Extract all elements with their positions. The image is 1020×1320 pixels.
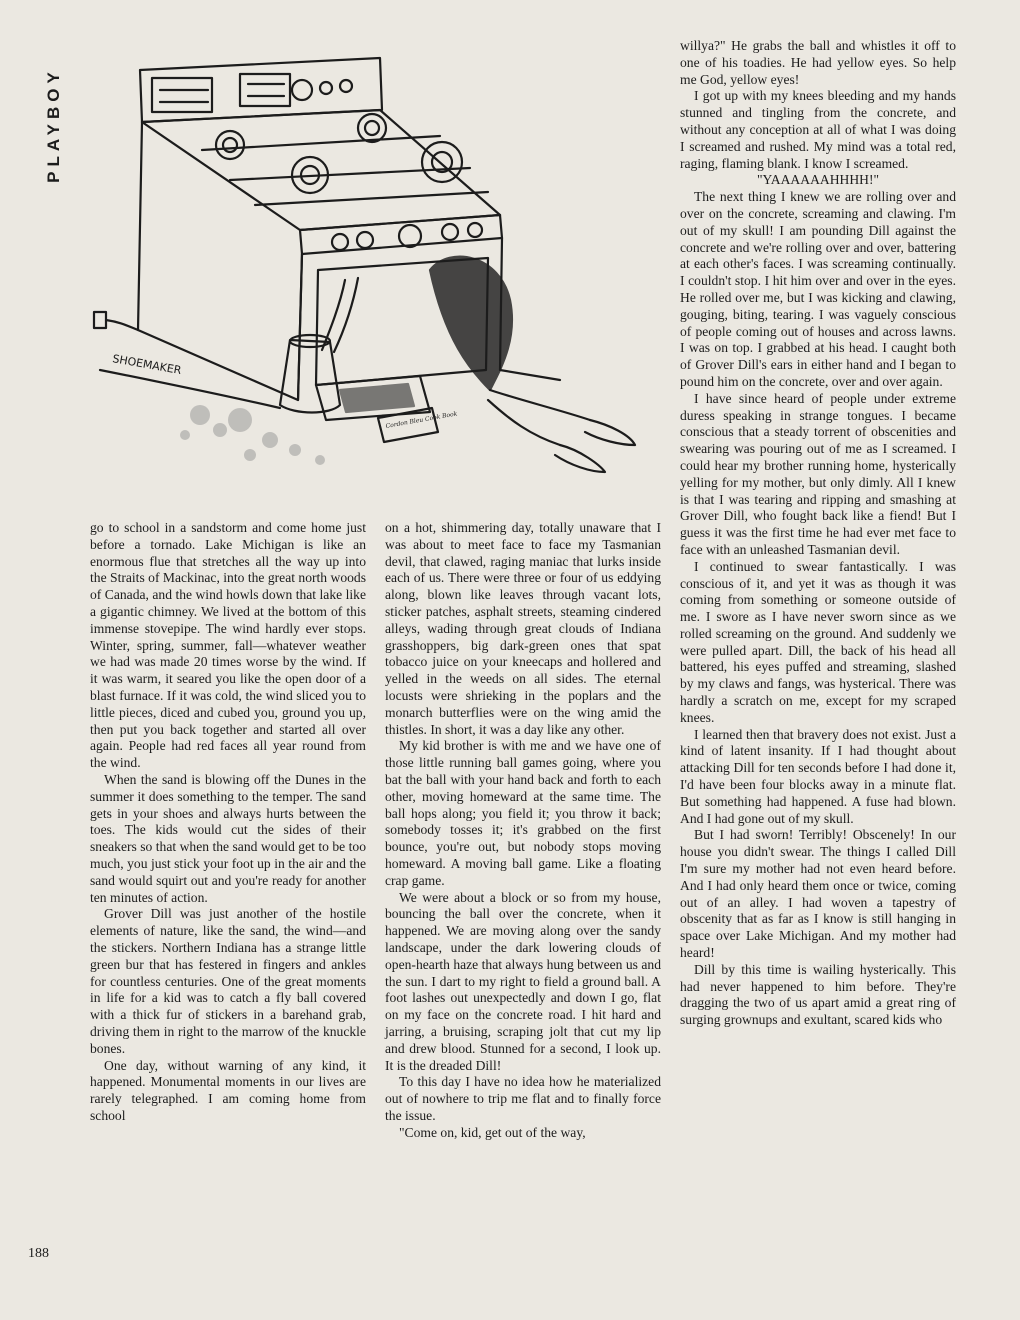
cookbook-card-text: Cordon Bleu Cook Book [385, 410, 458, 430]
paragraph: My kid brother is with me and we have one of those little running ball games going, where you bat the ball with your hand back and forth to each other, moving homeward at the same time. The ball hops along; you field it; you throw it back; somebody tosses it; it's grabbed on the first bounce, you're out, but nobody stops moving homeward. A moving ball game. Like a floating crap game. [385, 738, 661, 888]
paragraph: Grover Dill was just another of the hostile elements of nature, like the sand, the wind—and the stickers. Northern Indiana has a strange little green bur that has festered in fingers and ankles for countless centuries. One of the great moments in life for a kid was to catch a fly ball covered with a thick fur of stickers in a barehand grab, driving them in right to the marrow of the knuckle bones. [90, 906, 366, 1056]
paragraph: willya?" He grabs the ball and whistles it off to one of his toadies. He had yellow eyes. So help me God, yellow eyes! [680, 38, 956, 87]
paragraph: We were about a block or so from my house, bouncing the ball over the concrete, when it happened. We are moving along over the sandy landscape, under the dark lowering clouds of open-hearth haze that always hung between us and the sun. I dart to my right to field a ground ball. A foot lashes out unexpectedly and down I go, flat on my face on the concrete road. I hit hard and jarring, a bruising, scraping jolt that cut my lip and drew blood. Stunned for a second, I look up. It is the dreaded Dill! [385, 889, 661, 1073]
paragraph: go to school in a sandstorm and come home just before a tornado. Lake Michigan is like an enormous flue that stretches all the way up into the Straits of Mackinac, into the great north woods of Canada, and the wind howls down that lake like a gigantic chimney. We lived at the bottom of this immense stovepipe. The wind hardly ever stops. Winter, spring, summer, fall—whatever weather we had was made 20 times worse by the wind. If it was warm, it seared you like the open door of a blast furnace. If it was cold, the wind sliced you to little pieces, diced and cubed you, ground you up, then put you back together and started all over again. People had red faces all year round from the wind. [90, 520, 366, 771]
masthead-vertical [28, 40, 80, 210]
artist-signature: SHOEMAKER [111, 352, 183, 378]
masthead-text: PLAYBOY [44, 67, 63, 183]
text-column-3 [680, 38, 956, 1029]
paragraph: I continued to swear fantastically. I was conscious of it, and yet it was as though it was coming from something or someone outside of me. I swore as I have never sworn since as we rolled screaming on the ground. And suddenly we were pulled apart. Dill, the back of his head all battered, his eyes puffed and streaming, slashed by my claws and fangs, was hysterical. There was hardly a scratch on me, except for my scraped knees. [680, 558, 956, 725]
text-column-1 [90, 520, 366, 1125]
page-number: 188 [28, 1246, 49, 1261]
paragraph: I got up with my knees bleeding and my hands stunned and tingling from the concrete, and without any conception at all of what I was doing I screamed and rushed. My mind was a total red, raging, flaming blank. I know I screamed. [680, 88, 956, 171]
paragraph: When the sand is blowing off the Dunes in the summer it does something to the temper. The sand gets in your shoes and always hurts between the toes. The kids would cut the sides of their sneakers so that when the sand would get to be too much, you just stick your foot up in the air and the sand would squirt out and you're ready for another ten minutes of action. [90, 771, 366, 905]
paragraph: "Come on, kid, get out of the way, [399, 1124, 586, 1140]
paragraph: I learned then that bravery does not exist. Just a kind of latent insanity. If I had thought about attacking Dill for ten seconds before I had done it, I'd have been four blocks away in a minute flat. But something had happened. A fuse had blown. And I had gone out of my skull. [680, 726, 956, 826]
paragraph: "YAAAAAAHHHH!" [756, 172, 880, 188]
paragraph: on a hot, shimmering day, totally unaware that I was about to meet face to face my Tasmanian devil, that clawed, raging maniac that lurks inside each of us. There were three or four of us eddying along, blown like leaves through vacant lots, sticker patches, asphalt streets, steaming cindered alleys, wading through great clouds of Indiana grasshoppers, big dark-green ones that spat tobacco juice on your kneecaps and hollered and yelled in the weeds on all sides. The eternal locusts were shrieking in the poplars and the monarch butterflies were on the wing amid the thistles. In short, it was a day like any other. [385, 520, 661, 737]
paragraph: Dill by this time is wailing hysterically. This had never happened to him before. They're dragging the two of us apart amid a great ring of surging grownups and exultant, scared kids who [680, 961, 956, 1028]
paragraph: I have since heard of people under extreme duress speaking in strange tongues. I became conscious that a steady torrent of obscenities and swearing was pouring out of me as I screamed. I could hear my brother running home, hysterically yelling for my mother, but only dimly. All I knew is that I was tearing and ripping and smashing at Grover Dill, who fought back like a fiend! But I guess it was the first time he had ever met face to face with an unleashed Tasmanian devil. [680, 390, 956, 557]
paragraph: One day, without warning of any kind, it happened. Monumental moments in our lives are rarely telegraphed. I am coming home from school [90, 1057, 366, 1123]
text-column-2 [385, 520, 661, 1141]
stove-illustration-icon [90, 40, 650, 510]
paragraph: The next thing I knew we are rolling over and over on the concrete, screaming and clawing. I'm out of my skull! I am pounding Dill against the concrete and we're rolling over and over, battering at each other's faces. I was screaming continually. I couldn't stop. I hit him over and over in the eyes. He rolled over me, but I was kicking and clawing, gouging, biting, tearing. I was vaguely conscious of people coming out of houses and across lawns. I was on top. I grabbed at his head. I caught both of Grover Dill's ears in either hand and I began to pound him on the concrete, over and over again. [680, 189, 956, 389]
paragraph: But I had sworn! Terribly! Obscenely! In our house you didn't swear. The things I called Dill I'm sure my mother had not even heard before. And I had only heard them once or twice, coming out of an alley. I had woven a tapestry of obscenity that as far as I know is still hanging in space over Lake Michigan. And my mother had heard! [680, 827, 956, 961]
paragraph: To this day I have no idea how he materialized out of nowhere to trip me flat and to finally force the issue. [385, 1074, 661, 1123]
